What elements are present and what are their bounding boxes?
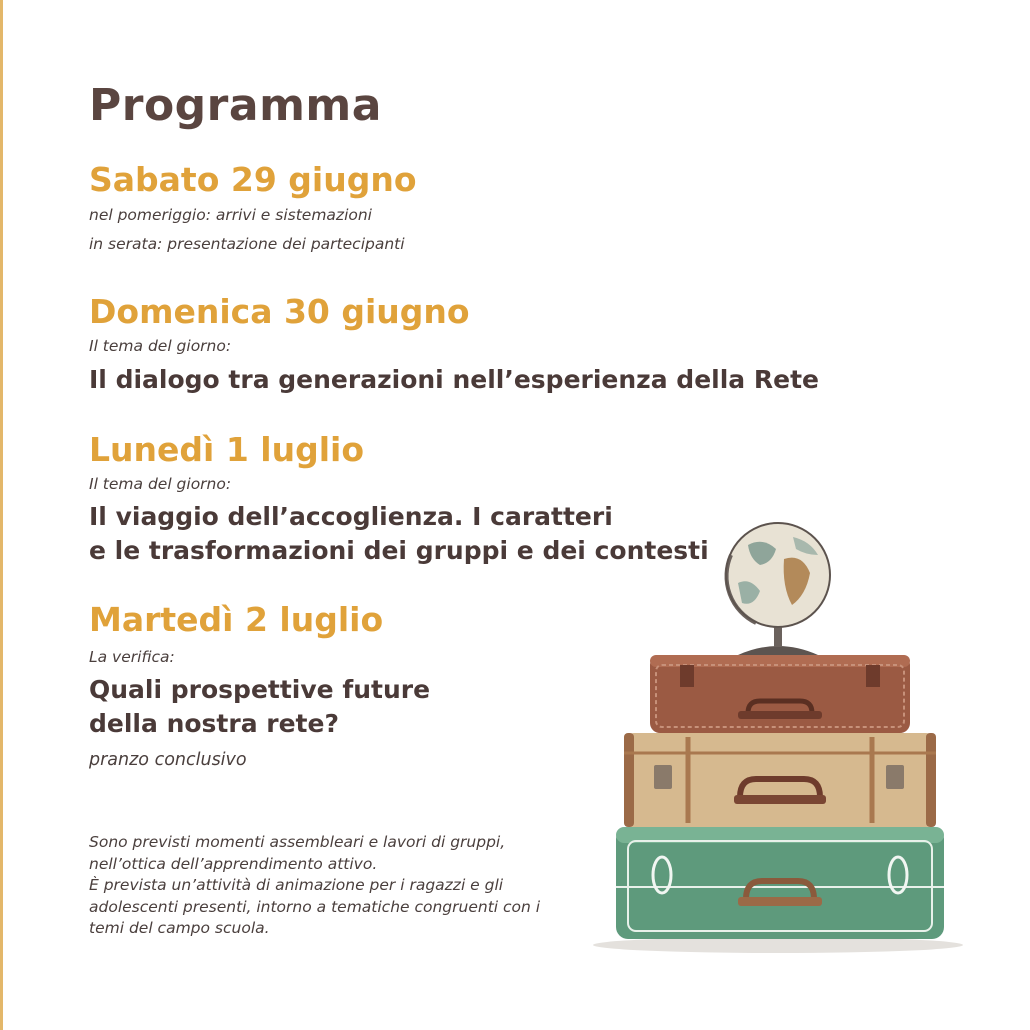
day-3-intro: Il tema del giorno:: [89, 475, 232, 493]
day-4-date: Martedì 2 luglio: [89, 600, 384, 639]
left-border: [0, 0, 3, 1030]
day-2-date: Domenica 30 giugno: [89, 292, 470, 331]
day-1-date: Sabato 29 giugno: [89, 160, 417, 199]
day-3-theme-line-2: e le trasformazioni dei gruppi e dei contesti: [89, 536, 709, 565]
globe-icon: [726, 523, 830, 662]
day-1-note-1: nel pomeriggio: arrivi e sistemazioni: [89, 206, 372, 224]
footer-line: Sono previsti momenti assembleari e lavori di gruppi,: [89, 833, 506, 851]
footer-line: È prevista un’attività di animazione per i ragazzi e gli: [89, 876, 504, 894]
suitcase-bottom: [616, 827, 944, 939]
day-1-note-2: in serata: presentazione dei partecipanti: [89, 235, 405, 253]
day-3-date: Lunedì 1 luglio: [89, 430, 364, 469]
day-4-theme-line-2: della nostra rete?: [89, 709, 339, 738]
day-4-closing: pranzo conclusivo: [89, 750, 247, 770]
day-2-intro: Il tema del giorno:: [89, 337, 232, 355]
day-4-theme-line-1: Quali prospettive future: [89, 675, 431, 704]
footer-note: [89, 832, 569, 940]
suitcase-top: [650, 655, 910, 733]
footer-line: temi del campo scuola.: [89, 919, 270, 937]
day-2-theme: Il dialogo tra generazioni nell’esperienza della Rete: [89, 365, 819, 394]
suitcase-middle: [624, 733, 936, 827]
day-4-intro: La verifica:: [89, 648, 175, 666]
page-title: Programma: [89, 80, 382, 131]
day-3-theme-line-1: Il viaggio dell’accoglienza. I caratteri: [89, 502, 613, 531]
ground-shadow: [593, 937, 963, 953]
footer-line: adolescenti presenti, intorno a tematiche congruenti con i: [89, 897, 541, 916]
suitcases-illustration: [588, 515, 978, 960]
footer-line: nell’ottica dell’apprendimento attivo.: [89, 854, 378, 873]
